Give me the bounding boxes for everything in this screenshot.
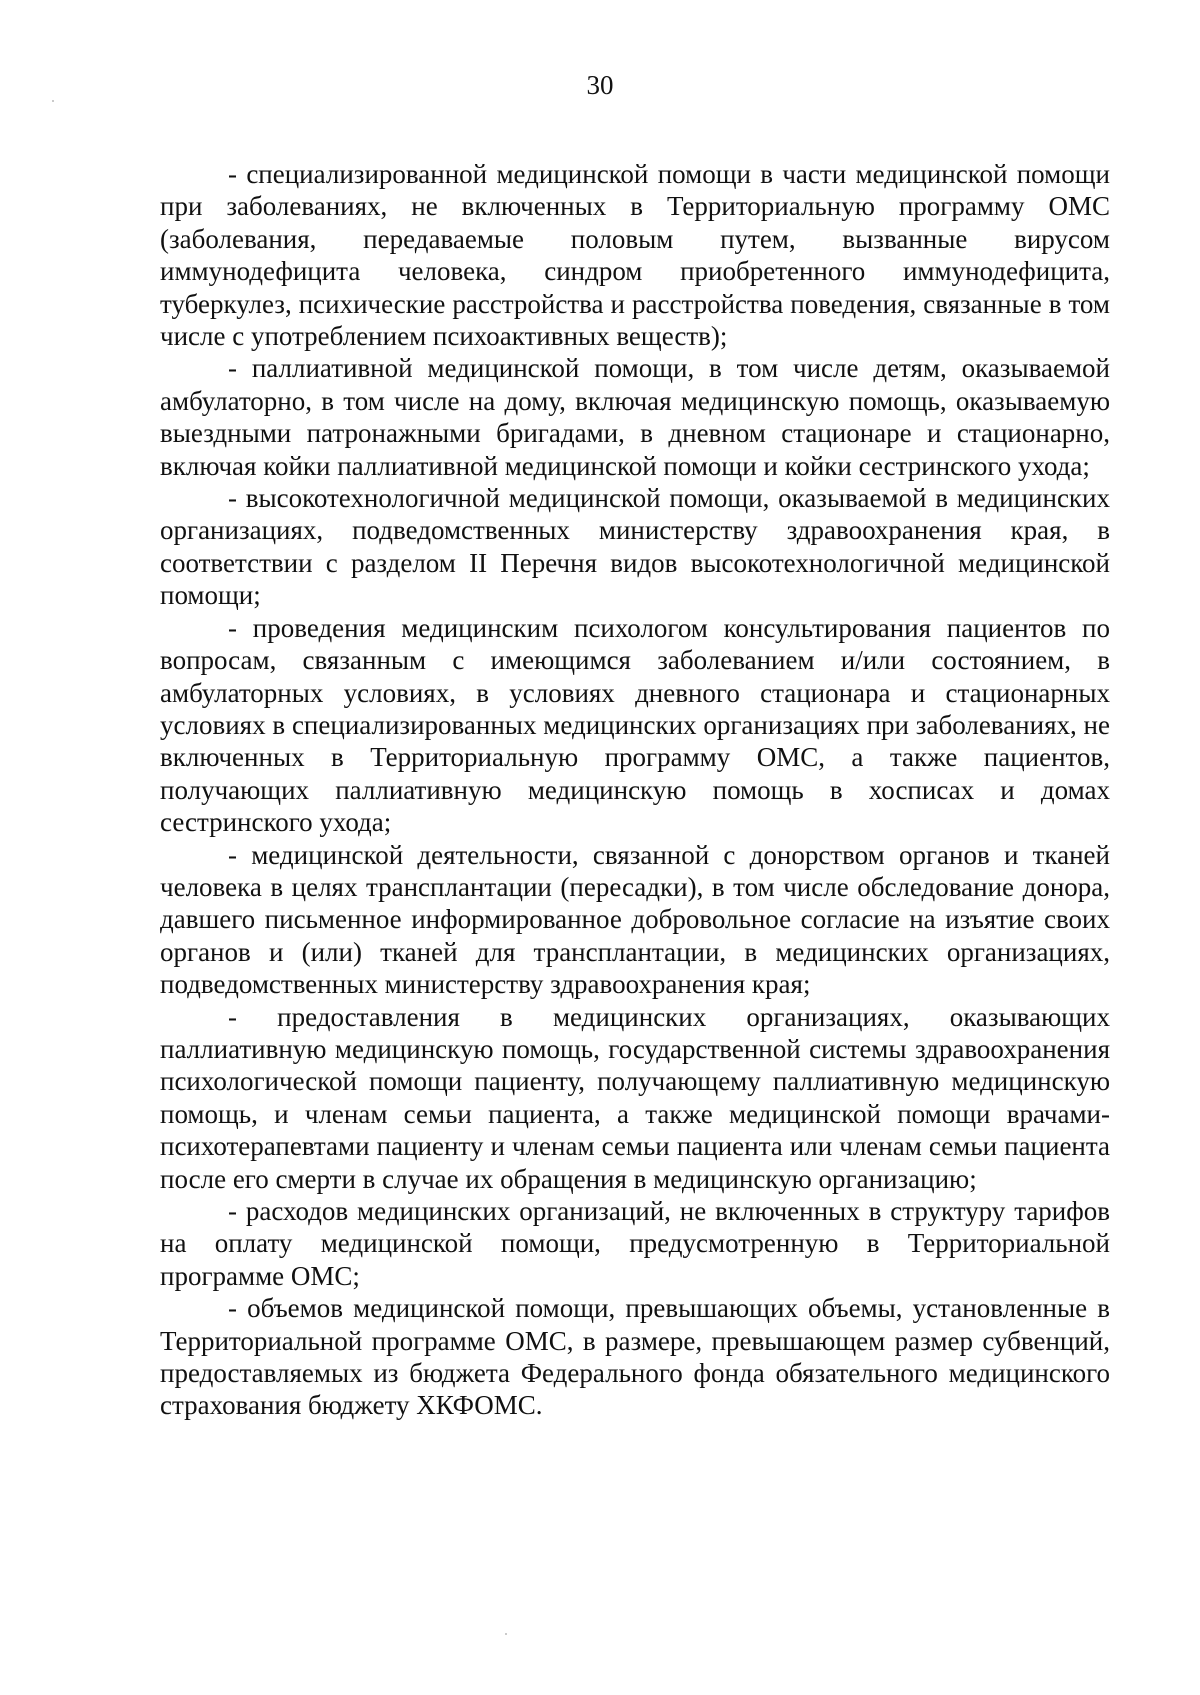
page-number: 30 <box>586 70 614 100</box>
scan-speck <box>505 1633 507 1635</box>
list-item: - объемов медицинской помощи, превышающих объемы, установленные в Территориальной программе ОМС, в размере, превышающем размер субвенций, предоставляемых из бюджета Федерального фонда обязательного медицинского страхования бюджету ХКФОМС. <box>160 1293 1110 1421</box>
list-item: - предоставления в медицинских организациях, оказывающих паллиативную медицинскую помощь, государственной системы здравоохранения психологической помощи пациенту, получающему паллиативную медицинскую помощь, и членам семьи пациента, а также медицинской помощи врачами-психотерапевтами пациенту и членам семьи пациента или членам семьи пациента после его смерти в случае их обращения в медицинскую организацию; <box>160 1001 1110 1194</box>
list-item: - проведения медицинским психологом консультирования пациентов по вопросам, связанным с имеющимся заболеванием и/или состоянием, в амбулаторных условиях, в условиях дневного стационара и стационарных условиях в специализированных медицинских организациях при заболеваниях, не включенных в Территориальную программу ОМС, а также пациентов, получающих паллиативную медицинскую помощь в хосписах и домах сестринского ухода; <box>160 612 1110 838</box>
list-item: - расходов медицинских организаций, не включенных в структуру тарифов на оплату медицинской помощи, предусмотренную в Территориальной программе ОМС; <box>160 1196 1110 1291</box>
list-item: - медицинской деятельности, связанной с донорством органов и тканей человека в целях трансплантации (пересадки), в том числе обследование донора, давшего письменное информированное добровольное согласие на изъятие своих органов и (или) тканей для трансплантации, в медицинских организациях, подведомственных министерству здравоохранения края; <box>160 839 1110 1000</box>
list-item: - специализированной медицинской помощи в части медицинской помощи при заболеваниях, не включенных в Территориальную программу ОМС (заболевания, передаваемые половым путем, вызванные вирусом иммунодефицита человека, синдром приобретенного иммунодефицита, туберкулез, психические расстройства и расстройства поведения, связанные в том числе с употреблением психоактивных веществ); <box>160 159 1110 352</box>
scan-speck <box>52 100 54 102</box>
list-item: - паллиативной медицинской помощи, в том числе детям, оказываемой амбулаторно, в том числе на дому, включая медицинскую помощь, оказываемую выездными патронажными бригадами, в дневном стационаре и стационарно, включая койки паллиативной медицинской помощи и койки сестринского ухода; <box>160 353 1110 481</box>
body-text <box>160 158 1110 1422</box>
list-item: - высокотехнологичной медицинской помощи, оказываемой в медицинских организациях, подведомственных министерству здравоохранения края, в соответствии с разделом II Перечня видов высокотехнологичной медицинской помощи; <box>160 483 1110 611</box>
